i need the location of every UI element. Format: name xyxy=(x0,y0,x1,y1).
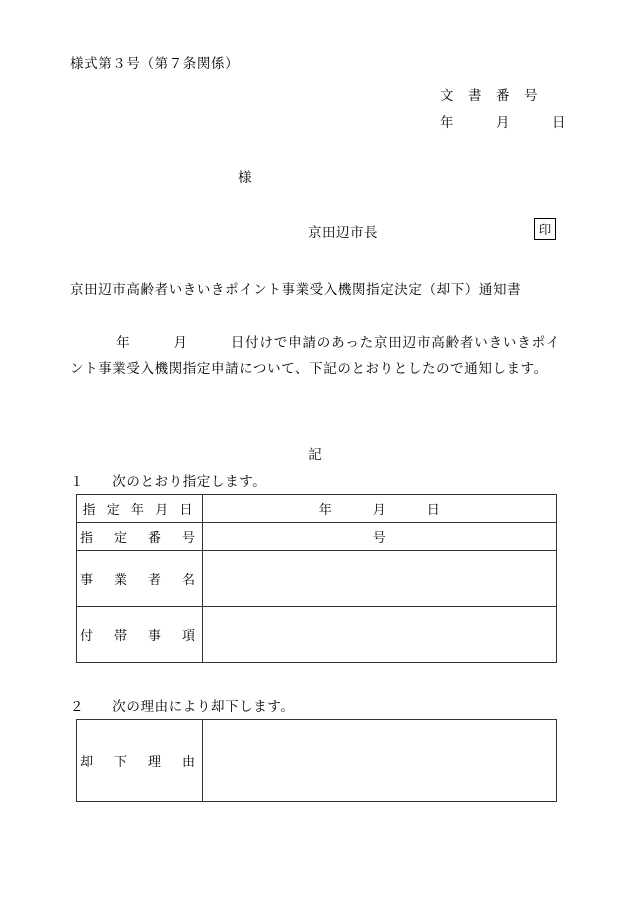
body-paragraph: 年 月 日付けで申請のあった京田辺市高齢者いきいきポイント事業受入機関指定申請について、下記のとおりとしたので通知します。 xyxy=(70,335,560,376)
section1-heading: １ 次のとおり指定します。 xyxy=(70,474,267,489)
seal-stamp-box: 印 xyxy=(534,218,556,240)
ki-marker: 記 xyxy=(308,447,322,462)
table-row xyxy=(77,551,557,607)
table-row xyxy=(77,495,557,523)
table-row xyxy=(77,523,557,551)
row-value[interactable] xyxy=(203,720,557,802)
row-value[interactable] xyxy=(203,551,557,607)
table-row xyxy=(77,607,557,663)
issuer-name: 京田辺市長 xyxy=(308,225,378,240)
row-label: 事 業 者 名 xyxy=(77,551,203,607)
rejection-reason-table xyxy=(76,719,557,802)
row-label: 指 定 年 月 日 xyxy=(77,495,203,523)
document-date-label: 年 月 日 xyxy=(440,115,566,130)
document-title: 京田辺市高齢者いきいきポイント事業受入機関指定決定（却下）通知書 xyxy=(70,282,522,297)
section2-heading: ２ 次の理由により却下します。 xyxy=(70,699,295,714)
row-label: 付 帯 事 項 xyxy=(77,607,203,663)
row-label: 指 定 番 号 xyxy=(77,523,203,551)
form-number: 様式第３号（第７条関係） xyxy=(70,56,240,71)
document-body xyxy=(70,330,560,382)
row-label: 却 下 理 由 xyxy=(77,720,203,802)
addressee-suffix: 様 xyxy=(238,170,252,185)
designation-table xyxy=(76,494,557,663)
row-value[interactable]: 号 xyxy=(203,523,557,551)
row-value[interactable] xyxy=(203,607,557,663)
table-row xyxy=(77,720,557,802)
row-value[interactable]: 年 月 日 xyxy=(203,495,557,523)
document-number-label: 文 書 番 号 xyxy=(440,88,538,103)
